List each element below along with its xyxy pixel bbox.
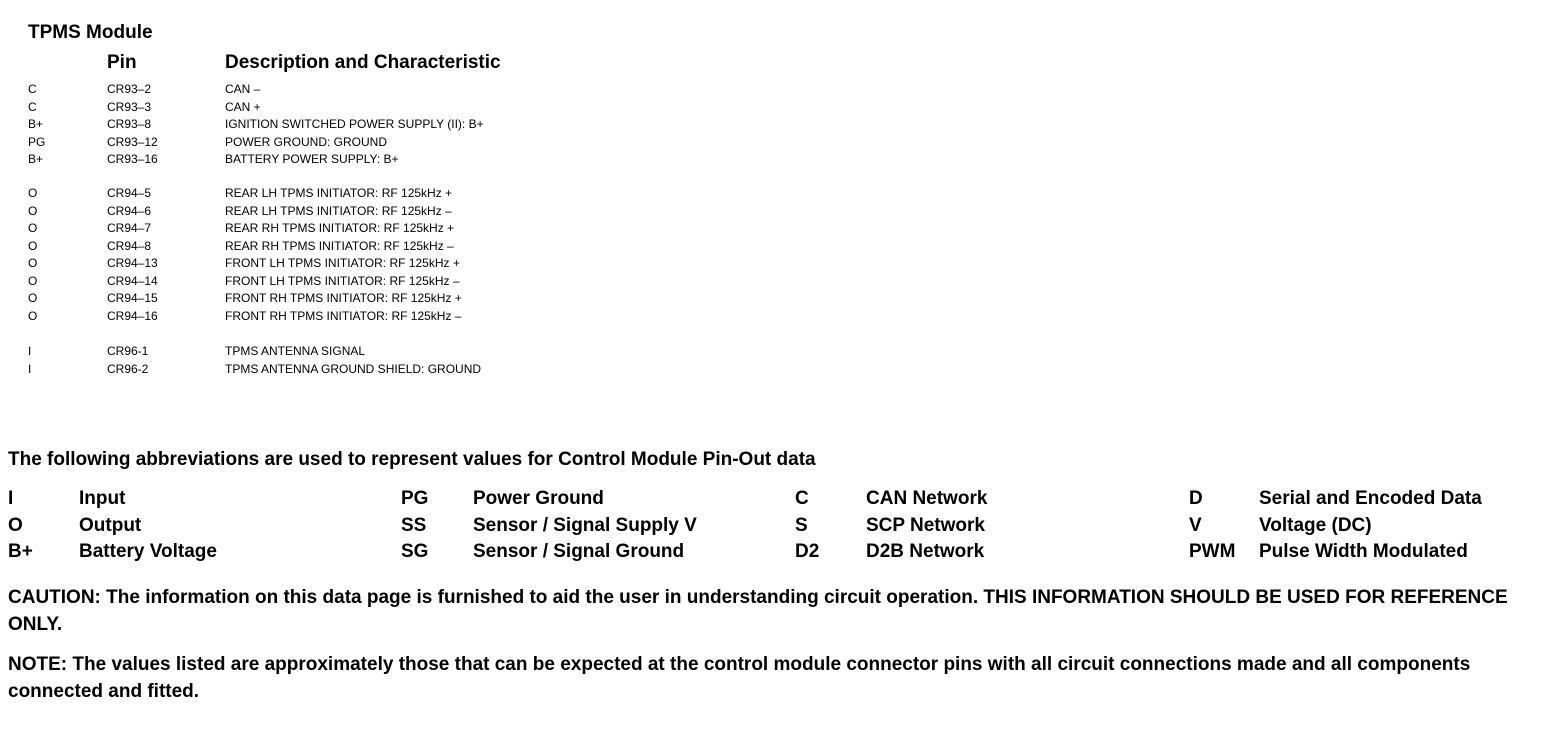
pin-id: CR94–6	[107, 203, 152, 218]
pin-type: C	[28, 82, 37, 96]
pin-description: IGNITION SWITCHED POWER SUPPLY (II): B+	[225, 117, 484, 131]
pin-type: B+	[28, 152, 44, 166]
pin-id: CR93–3	[107, 99, 152, 114]
pin-type: O	[28, 186, 38, 200]
abbreviation-meaning: Sensor / Signal Supply V	[473, 514, 697, 536]
pin-description: FRONT LH TPMS INITIATOR: RF 125kHz –	[225, 273, 460, 288]
abbreviation-code: D2	[795, 541, 820, 562]
pin-type: O	[28, 291, 38, 305]
pin-description: FRONT RH TPMS INITIATOR: RF 125kHz +	[225, 291, 462, 305]
pin-id: CR93–8	[107, 117, 152, 131]
pin-description: POWER GROUND: GROUND	[225, 134, 387, 149]
pin-description: REAR RH TPMS INITIATOR: RF 125kHz –	[225, 238, 454, 253]
pin-id: CR94–8	[107, 238, 152, 253]
pin-id: CR94–5	[107, 186, 152, 200]
abbreviation-code: I	[8, 488, 14, 509]
pin-type: O	[28, 221, 38, 235]
abbreviations-heading: The following abbreviations are used to represent values for Control Module Pin-Out data	[8, 449, 816, 470]
abbreviation-meaning: Output	[79, 514, 142, 536]
abbreviation-code: PG	[401, 488, 429, 509]
caution-text: CAUTION: The information on this data page is furnished to aid the user in understanding circuit operation. THIS INFORMATION SHOULD BE USED FOR REFERENCE ONLY.	[8, 587, 1508, 635]
module-title: TPMS Module	[28, 22, 153, 43]
abbreviation-code: O	[8, 514, 23, 536]
pin-type: O	[28, 203, 38, 218]
pin-id: CR94–13	[107, 256, 158, 270]
abbreviation-meaning: CAN Network	[866, 488, 988, 509]
abbreviation-code: C	[795, 488, 809, 509]
abbreviation-meaning: D2B Network	[866, 541, 985, 562]
pin-type: O	[28, 256, 38, 270]
abbreviation-code: SS	[401, 514, 427, 536]
abbreviation-meaning: SCP Network	[866, 514, 985, 536]
pin-id: CR94–15	[107, 291, 158, 305]
abbreviation-meaning: Input	[79, 488, 126, 509]
pin-id: CR96-2	[107, 361, 149, 376]
pin-id: CR96-1	[107, 344, 149, 358]
pin-type: B+	[28, 117, 44, 131]
pin-description: CAN +	[225, 99, 261, 114]
abbreviation-code: V	[1189, 514, 1202, 536]
pin-description: CAN –	[225, 82, 261, 96]
pin-description: REAR RH TPMS INITIATOR: RF 125kHz +	[225, 221, 455, 235]
abbreviation-meaning: Pulse Width Modulated	[1259, 541, 1468, 562]
abbreviation-code: S	[795, 514, 808, 536]
pin-id: CR93–16	[107, 152, 158, 166]
pin-description: FRONT RH TPMS INITIATOR: RF 125kHz –	[225, 308, 462, 323]
pin-description: FRONT LH TPMS INITIATOR: RF 125kHz +	[225, 256, 460, 270]
pin-type: I	[28, 344, 32, 358]
abbreviation-code: D	[1189, 488, 1203, 509]
pin-id: CR94–14	[107, 273, 158, 288]
description-column-header: Description and Characteristic	[225, 52, 501, 73]
pin-type: O	[28, 273, 38, 288]
abbreviation-code: B+	[8, 541, 33, 562]
pin-type: O	[28, 308, 38, 323]
pin-id: CR93–2	[107, 82, 152, 96]
pin-type: PG	[28, 134, 46, 149]
pin-type: C	[28, 99, 37, 114]
pin-description: TPMS ANTENNA GROUND SHIELD: GROUND	[225, 361, 482, 376]
abbreviations-legend	[0, 486, 1568, 566]
pin-description: TPMS ANTENNA SIGNAL	[225, 344, 366, 358]
pin-description: BATTERY POWER SUPPLY: B+	[225, 152, 399, 166]
abbreviation-meaning: Voltage (DC)	[1259, 514, 1372, 536]
abbreviation-meaning: Battery Voltage	[79, 541, 217, 562]
abbreviation-meaning: Serial and Encoded Data	[1259, 488, 1482, 509]
abbreviation-meaning: Power Ground	[473, 488, 604, 509]
pin-id: CR94–7	[107, 221, 152, 235]
pin-id: CR94–16	[107, 308, 158, 323]
abbreviation-code: PWM	[1189, 541, 1236, 562]
pin-description: REAR LH TPMS INITIATOR: RF 125kHz –	[225, 203, 452, 218]
pin-id: CR93–12	[107, 134, 158, 149]
pin-description: REAR LH TPMS INITIATOR: RF 125kHz +	[225, 186, 453, 200]
note-text: NOTE: The values listed are approximately those that can be expected at the control module connector pins with all circuit connections made and all components connected and fitted.	[8, 654, 1471, 702]
abbreviation-code: SG	[401, 541, 429, 562]
abbreviation-meaning: Sensor / Signal Ground	[473, 541, 685, 562]
pin-column-header: Pin	[107, 52, 137, 73]
pin-type: I	[28, 361, 32, 376]
pin-type: O	[28, 238, 38, 253]
